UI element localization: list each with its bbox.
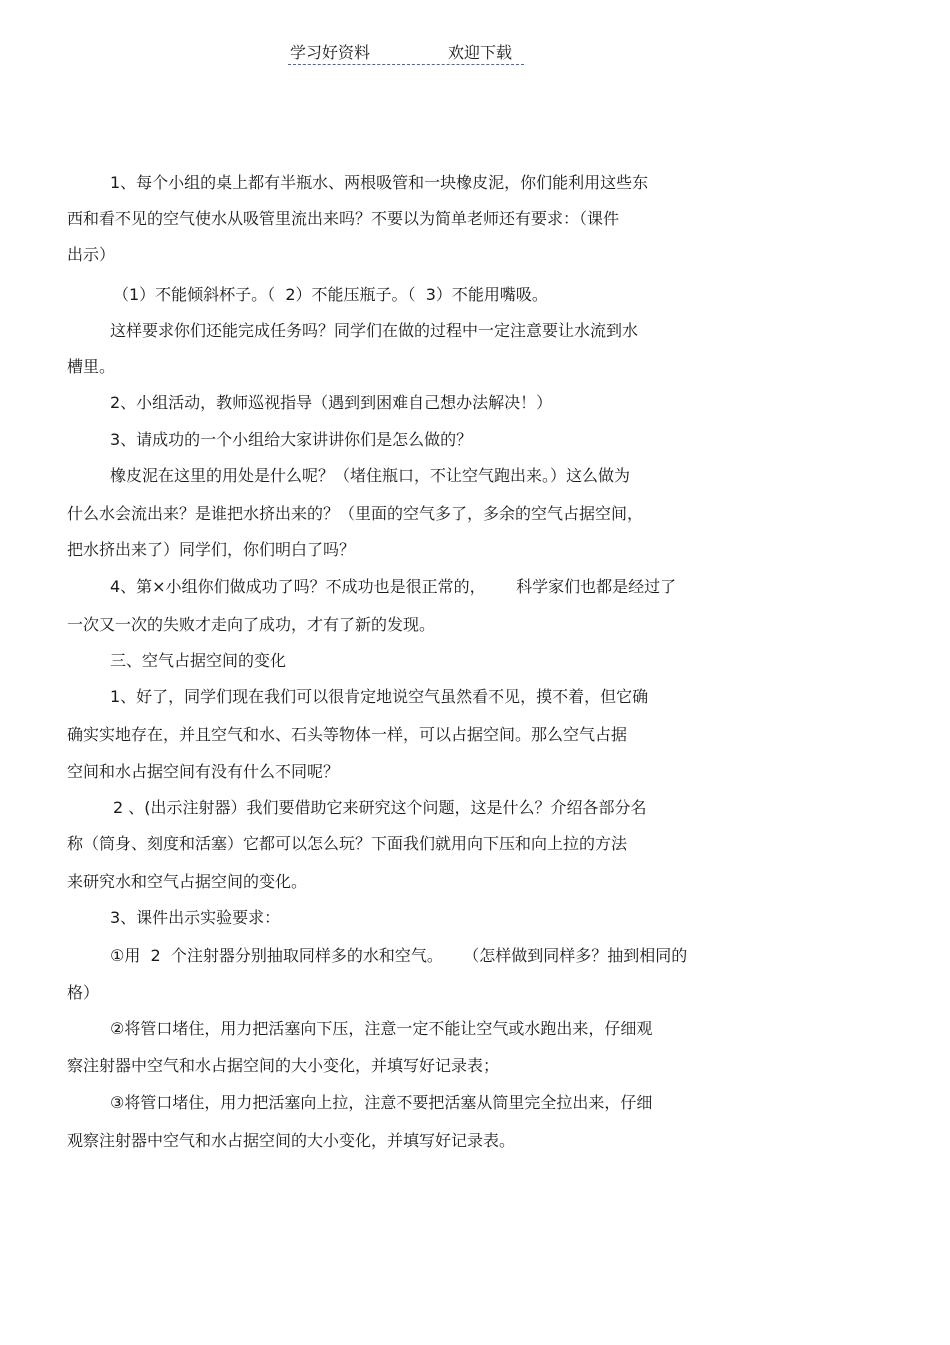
paragraph-line: 一次又一次的失败才走向了成功，才有了新的发现。 xyxy=(67,615,436,634)
header-left-text: 学习好资料 xyxy=(290,43,371,62)
paragraph-line: 空间和水占据空间有没有什么不同呢？ xyxy=(67,762,340,781)
paragraph-line: 1、每个小组的桌上都有半瓶水、两根吸管和一块橡皮泥，你们能利用这些东 xyxy=(110,173,649,192)
paragraph-line: 这样要求你们还能完成任务吗？同学们在做的过程中一定注意要让水流到水 xyxy=(110,321,639,340)
paragraph-line: 3、请成功的一个小组给大家讲讲你们是怎么做的？ xyxy=(110,430,473,449)
paragraph-line: 橡皮泥在这里的用处是什么呢？（堵住瓶口，不让空气跑出来。）这么做为 xyxy=(110,466,631,485)
paragraph-line: 称（筒身、刻度和活塞）它都可以怎么玩？下面我们就用向下压和向上拉的方法 xyxy=(67,834,628,853)
page-header xyxy=(288,42,524,65)
paragraph-line: 槽里。 xyxy=(67,357,116,376)
paragraph-line: （1）不能倾斜杯子。（ 2）不能压瓶子。（ 3）不能用嘴吸。 xyxy=(113,285,548,304)
paragraph-line: 3、课件出示实验要求： xyxy=(110,908,281,927)
paragraph-line: 西和看不见的空气使水从吸管里流出来吗？不要以为简单老师还有要求：（课件 xyxy=(67,209,620,228)
paragraph-line: 确实实地存在，并且空气和水、石头等物体一样，可以占据空间。那么空气占据 xyxy=(67,725,628,744)
paragraph-line: 1、好了，同学们现在我们可以很肯定地说空气虽然看不见，摸不着，但它确 xyxy=(110,687,649,706)
paragraph-line: 2、小组活动，教师巡视指导（遇到到困难自己想办法解决！） xyxy=(110,393,553,412)
paragraph-line: 4、第×小组你们做成功了吗？不成功也是很正常的， 科学家们也都是经过了 xyxy=(110,577,677,596)
paragraph-line: 出示） xyxy=(67,245,116,264)
paragraph-line: ③将管口堵住，用力把活塞向上拉，注意不要把活塞从筒里完全拉出来，仔细 xyxy=(110,1093,653,1112)
paragraph-line: 来研究水和空气占据空间的变化。 xyxy=(67,872,308,891)
paragraph-line: ②将管口堵住，用力把活塞向下压，注意一定不能让空气或水跑出来，仔细观 xyxy=(110,1019,653,1038)
paragraph-line: 观察注射器中空气和水占据空间的大小变化，并填写好记录表。 xyxy=(67,1131,516,1150)
header-right-text: 欢迎下载 xyxy=(448,43,513,62)
paragraph-line: 察注射器中空气和水占据空间的大小变化，并填写好记录表； xyxy=(67,1056,500,1075)
section-heading: 三、空气占据空间的变化 xyxy=(110,651,287,670)
paragraph-line: ①用 2 个注射器分别抽取同样多的水和空气。 （怎样做到同样多？抽到相同的 xyxy=(110,946,688,965)
paragraph-line: 把水挤出来了）同学们，你们明白了吗？ xyxy=(67,540,356,559)
paragraph-line: 格） xyxy=(67,983,100,1002)
paragraph-line: 什么水会流出来？是谁把水挤出来的？（里面的空气多了，多余的空气占据空间， xyxy=(67,504,644,523)
paragraph-line: 2 、(出示注射器）我们要借助它来研究这个问题，这是什么？介绍各部分名 xyxy=(113,798,647,817)
